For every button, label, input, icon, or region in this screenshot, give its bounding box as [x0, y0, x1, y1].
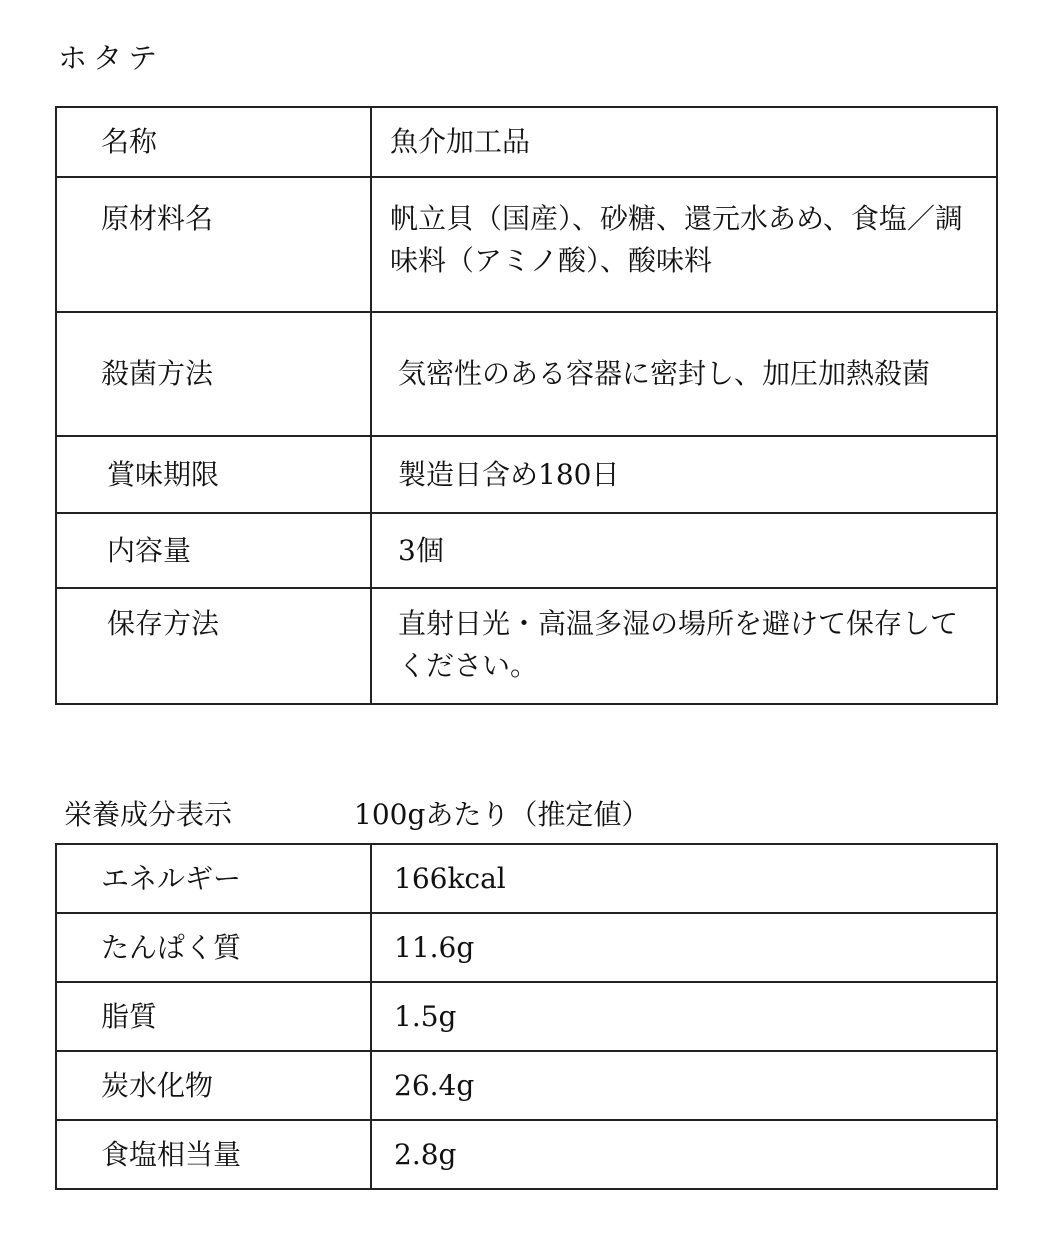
product-spec-table: [55, 106, 998, 705]
nutrition-row-energy: [56, 844, 997, 913]
nutrition-row-fat: [56, 982, 997, 1051]
spec-value: 製造日含め180日: [371, 436, 997, 513]
nutrition-value: 166kcal: [371, 844, 997, 913]
spec-value: 3個: [371, 513, 997, 588]
nutrition-label: 炭水化物: [56, 1051, 371, 1120]
spec-label: 保存方法: [56, 588, 371, 704]
spec-value: 帆立貝（国産）、砂糖、還元水あめ、食塩／調味料（アミノ酸）、酸味料: [371, 177, 997, 312]
spec-row-ingredients: [56, 177, 997, 312]
nutrition-row-protein: [56, 913, 997, 982]
spec-label: 名称: [56, 107, 371, 177]
nutrition-heading-label: 栄養成分表示: [64, 798, 233, 831]
spec-label: 殺菌方法: [56, 312, 371, 436]
spec-label: 賞味期限: [56, 436, 371, 513]
nutrition-basis: 100gあたり（推定値）: [354, 798, 650, 831]
spec-label: 原材料名: [56, 177, 371, 312]
spec-row-storage: [56, 588, 997, 704]
nutrition-value: 26.4g: [371, 1051, 997, 1120]
nutrition-label: 脂質: [56, 982, 371, 1051]
nutrition-value: 11.6g: [371, 913, 997, 982]
product-title: ホタテ: [58, 41, 164, 75]
spec-row-best-before: [56, 436, 997, 513]
nutrition-label: 食塩相当量: [56, 1120, 371, 1189]
spec-value: 直射日光・高温多湿の場所を避けて保存してください。: [371, 588, 997, 704]
spec-label: 内容量: [56, 513, 371, 588]
spec-row-quantity: [56, 513, 997, 588]
nutrition-label: たんぱく質: [56, 913, 371, 982]
nutrition-heading: [64, 795, 650, 835]
nutrition-value: 2.8g: [371, 1120, 997, 1189]
nutrition-label: エネルギー: [56, 844, 371, 913]
nutrition-table: [55, 843, 998, 1190]
spec-value: 魚介加工品: [371, 107, 997, 177]
nutrition-value: 1.5g: [371, 982, 997, 1051]
spec-value: 気密性のある容器に密封し、加圧加熱殺菌: [371, 312, 997, 436]
nutrition-row-carbohydrate: [56, 1051, 997, 1120]
nutrition-row-salt: [56, 1120, 997, 1189]
spec-row-name: [56, 107, 997, 177]
spec-row-sterilization: [56, 312, 997, 436]
